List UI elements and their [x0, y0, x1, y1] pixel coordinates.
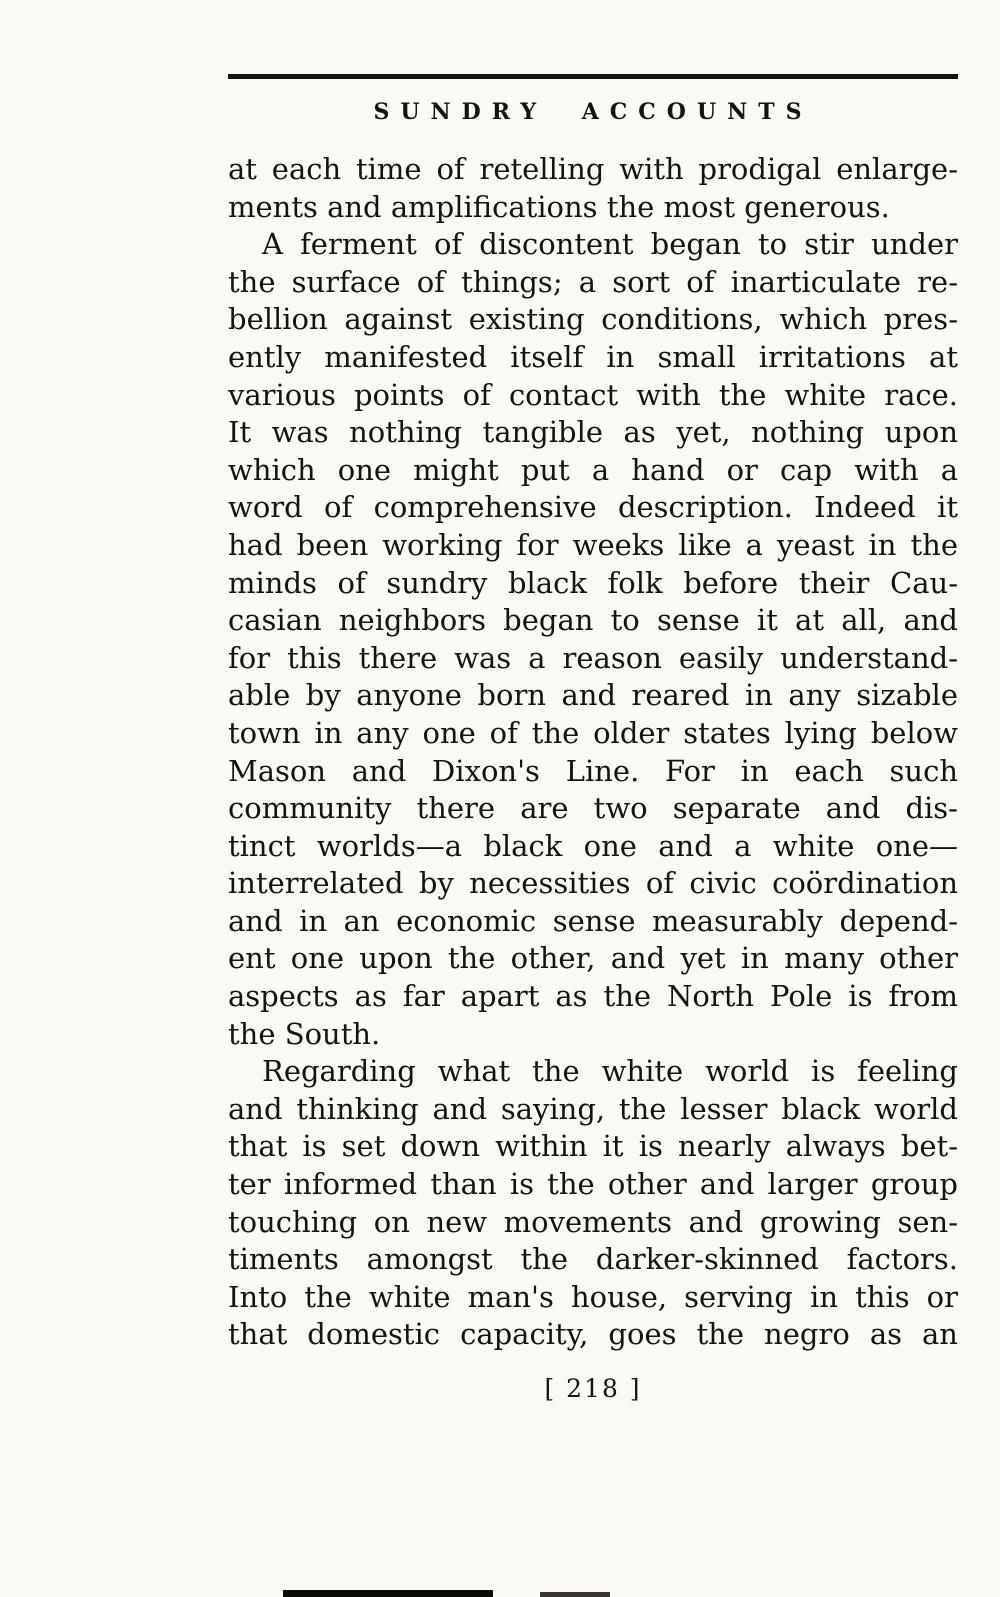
text-line: and thinking and saying, the lesser black world	[228, 1091, 958, 1126]
paragraph	[228, 151, 958, 226]
text-line: Into the white man's house, serving in this or	[228, 1279, 958, 1314]
text-line: tinct worlds—a black one and a white one—	[228, 828, 958, 863]
text-line: timents amongst the darker-skinned factors.	[228, 1242, 958, 1277]
text-line: touching on new movements and growing sen-	[228, 1204, 958, 1239]
text-line: Mason and Dixon's Line. For in each such	[228, 753, 958, 788]
text-line: various points of contact with the white race.	[228, 377, 958, 412]
paragraph	[228, 226, 958, 1053]
text-line: ments and amplifications the most generous.	[228, 189, 890, 224]
text-line: able by anyone born and reared in any sizable	[228, 678, 958, 713]
text-line: A ferment of discontent began to stir under	[262, 227, 958, 262]
text-line: the South.	[228, 1016, 381, 1051]
text-line: ently manifested itself in small irritations at	[228, 339, 958, 374]
running-header: SUNDRY ACCOUNTS	[373, 99, 813, 125]
scan-artifact	[540, 1592, 610, 1597]
text-line: aspects as far apart as the North Pole is from	[228, 979, 958, 1014]
text-line: casian neighbors began to sense it at all, and	[228, 603, 958, 638]
text-line: ter informed than is the other and larger group	[228, 1167, 958, 1202]
page-number: [ 218 ]	[544, 1374, 642, 1403]
text-line: and in an economic sense measurably depend-	[228, 903, 958, 938]
text-line: bellion against existing conditions, which pres-	[228, 302, 958, 337]
text-line: which one might put a hand or cap with a	[228, 452, 958, 487]
text-line: had been working for weeks like a yeast in the	[228, 527, 958, 562]
text-line: interrelated by necessities of civic coördination	[228, 866, 958, 901]
text-line: community there are two separate and dis-	[228, 791, 958, 826]
scan-artifact	[283, 1590, 493, 1597]
text-line: at each time of retelling with prodigal enlarge-	[228, 152, 958, 186]
page-content	[228, 0, 958, 1403]
text-line: that is set down within it is nearly always bet-	[228, 1129, 958, 1164]
text-line: ent one upon the other, and yet in many other	[228, 941, 958, 976]
page-body	[228, 151, 958, 1354]
text-line: It was nothing tangible as yet, nothing upon	[228, 415, 958, 450]
header-rule	[228, 74, 958, 79]
text-line: Regarding what the white world is feeling	[262, 1054, 958, 1089]
text-line: that domestic capacity, goes the negro as an	[228, 1317, 958, 1352]
paragraph	[228, 1053, 958, 1354]
text-line: word of comprehensive description. Indeed it	[228, 490, 958, 525]
text-line: for this there was a reason easily understand-	[228, 640, 958, 675]
text-line: minds of sundry black folk before their Cau-	[228, 565, 958, 600]
text-line: town in any one of the older states lying below	[228, 715, 958, 750]
text-line: the surface of things; a sort of inarticulate re-	[228, 264, 958, 299]
